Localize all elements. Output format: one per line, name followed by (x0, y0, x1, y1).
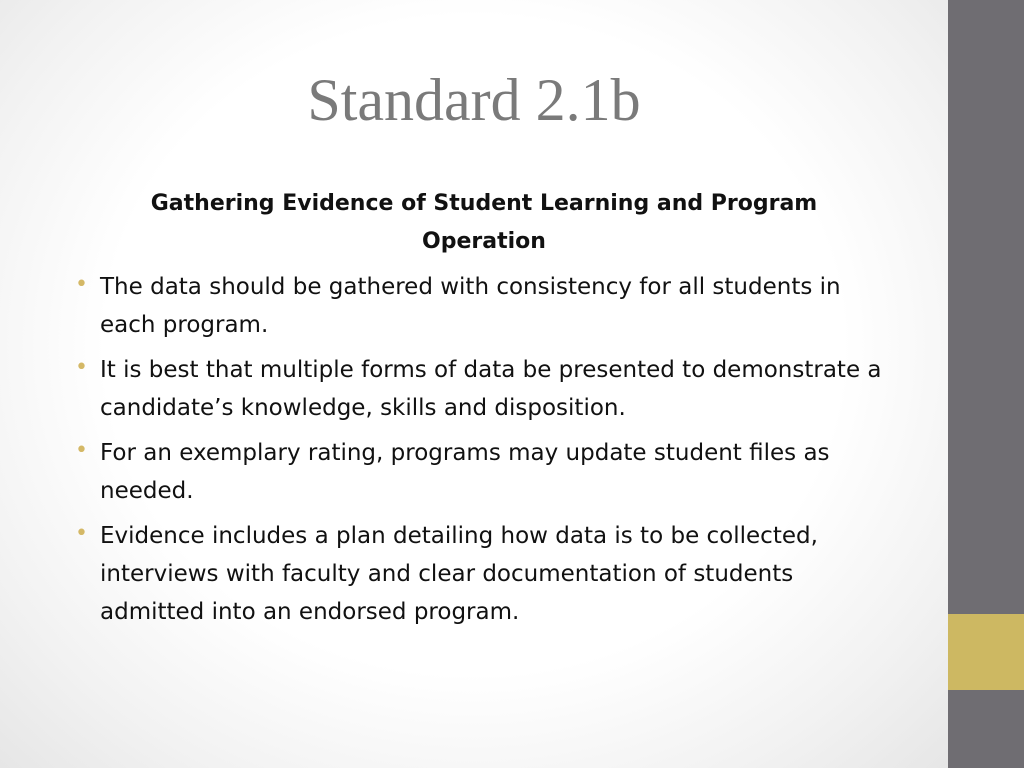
slide-subtitle: Gathering Evidence of Student Learning and Program Operation (150, 191, 818, 254)
sidebar-accent-block (948, 614, 1024, 690)
bullet-icon: • (75, 272, 88, 297)
bullet-text: It is best that multiple forms of data be presented to demonstrate a candidate’s knowledge, skills and disposition. (100, 357, 882, 421)
bullet-text: Evidence includes a plan detailing how data is to be collected, interviews with faculty and clear documentation of students admitted into an endorsed program. (100, 523, 818, 625)
bullet-text: The data should be gathered with consistency for all students in each program. (100, 274, 841, 338)
bullet-item (70, 351, 900, 427)
bullet-icon: • (75, 438, 88, 463)
bullet-icon: • (75, 521, 88, 546)
bullet-item (70, 434, 900, 510)
bullet-item (70, 517, 900, 631)
bullet-list (70, 268, 900, 638)
bullet-icon: • (75, 355, 88, 380)
bullet-text: For an exemplary rating, programs may update student files as needed. (100, 440, 830, 504)
slide-title: Standard 2.1b (307, 67, 641, 133)
bullet-item (70, 268, 900, 344)
